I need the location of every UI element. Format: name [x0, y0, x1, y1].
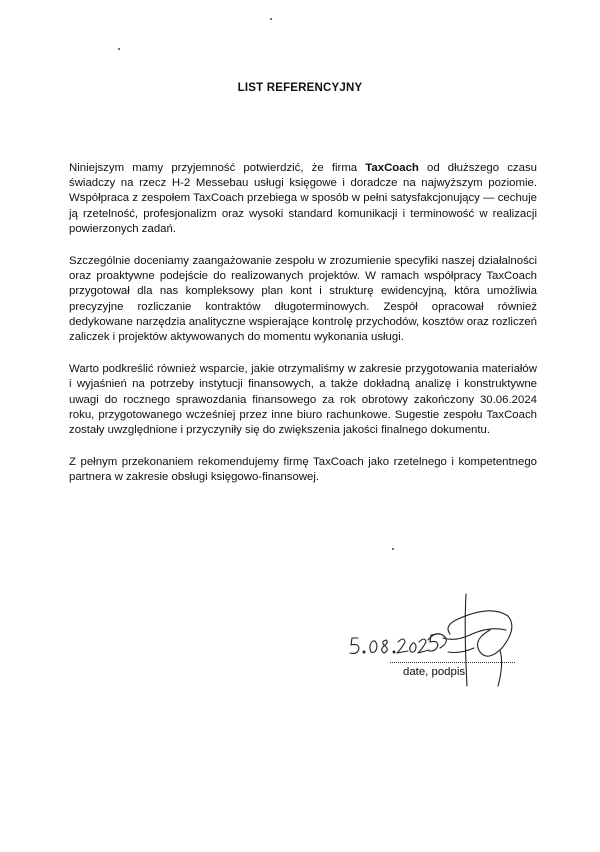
handwritten-signature: [340, 590, 540, 700]
paragraph-1-rest: od dłuższego czasu świadczy na rzecz H-2 Messebau usługi księgowe i doradcze na najwyższym poziomie. Współpraca z zespołem TaxCoach przebiega w sposób w pełni satysfakcjonujący — cechuje ją rzetelność, profesjonalizm oraz wysoki standard komunikacji i terminowość w realizacji powierzonych zadań.: [69, 162, 537, 235]
signature-block: [340, 590, 540, 700]
paragraph-1: [69, 161, 537, 237]
paragraph-2: Szczególnie doceniamy zaangażowanie zespołu w zrozumienie specyfiki naszej działalności oraz proaktywne podejście do realizowanych projektów. W ramach współpracy TaxCoach przygotował dla nas kompleksowy plan kont i strukturę ewidencyjną, która umożliwia precyzyjne rozliczanie kontraktów długoterminowych. Zespół opracował również dedykowane narzędzia analityczne wspierające kontrolę przychodów, kosztów oraz rozliczeń zaliczek i projektów aktywowanych do momentu wykonania usługi.: [69, 255, 537, 344]
signature-caption: date, podpis: [403, 666, 466, 678]
paragraph-4: Z pełnym przekonaniem rekomendujemy firmę TaxCoach jako rzetelnego i kompetentnego partnera w zakresie obsługi księgowo-finansowej.: [69, 456, 537, 484]
scan-speck: [270, 18, 272, 20]
scan-speck: [118, 48, 120, 50]
paragraph-1-lead: Niniejszym mamy przyjemność potwierdzić, że firma: [69, 162, 366, 174]
signature-line: [390, 662, 515, 663]
letter-body: [69, 161, 537, 503]
paragraph-3: Warto podkreślić również wsparcie, jakie otrzymaliśmy w zakresie przygotowania materiałów i wyjaśnień na potrzeby instytucji finansowych, a także dokładną analizę i konstruktywne uwagi do rocznego sprawozdania finansowego za rok obrotowy zakończony 30.06.2024 roku, przygotowanego wcześniej przez inne biuro rachunkowe. Sugestie zespołu TaxCoach zostały uwzględnione i przyczyniły się do zwiększenia jakości finalnego dokumentu.: [69, 363, 537, 437]
company-name: TaxCoach: [365, 162, 419, 174]
letter-title: LIST REFERENCYJNY: [237, 82, 363, 94]
scan-speck: [392, 548, 394, 550]
